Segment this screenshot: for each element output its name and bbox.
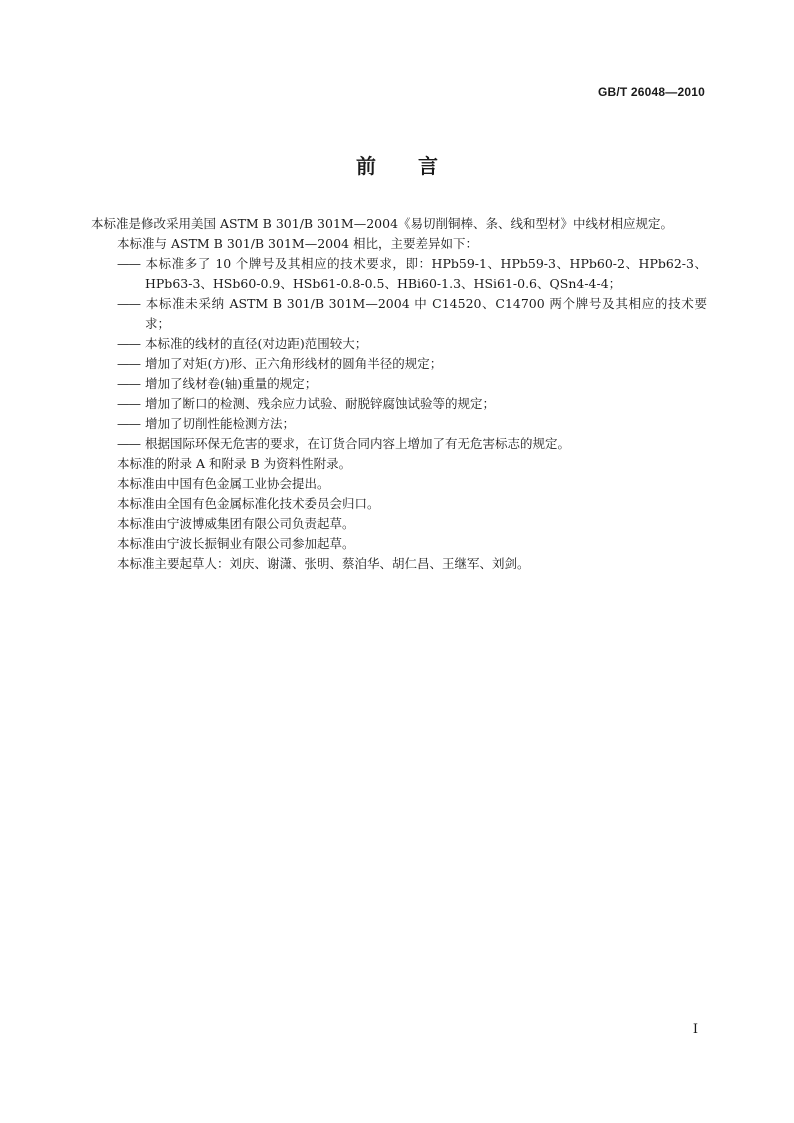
difference-item-machinability bbox=[117, 414, 707, 434]
paragraph-adoption: 本标准是修改采用美国 ASTM B 301/B 301M—2004《易切削铜棒、条、线和型材》中线材相应规定。 bbox=[91, 216, 674, 231]
paragraph-drafted-by: 本标准由宁波博威集团有限公司负责起草。 bbox=[117, 516, 355, 531]
difference-item-tests bbox=[117, 394, 707, 414]
difference-item-diameter bbox=[117, 334, 707, 354]
paragraph-differences-intro: 本标准与 ASTM B 301/B 301M—2004 相比，主要差异如下： bbox=[117, 236, 479, 251]
paragraph-annexes: 本标准的附录 A 和附录 B 为资料性附录。 bbox=[117, 456, 352, 471]
difference-item-hazard-mark bbox=[117, 434, 707, 454]
dash-marker: —— bbox=[117, 336, 140, 351]
difference-item-text: 本标准的线材的直径(对边距)范围较大； bbox=[145, 336, 368, 351]
dash-marker: —— bbox=[117, 296, 140, 311]
dash-marker: —— bbox=[117, 376, 140, 391]
difference-item-text: 增加了断口的检测、残余应力试验、耐脱锌腐蚀试验等的规定； bbox=[145, 396, 496, 411]
dash-marker: —— bbox=[117, 416, 140, 431]
difference-item-text: 增加了切削性能检测方法； bbox=[145, 416, 296, 431]
difference-item-text: 本标准多了 10 个牌号及其相应的技术要求，即：HPb59-1、HPb59-3、HPb60-2、HPb62-3、HPb63-3、HSb60-0.9、HSb61-0.8-0.5、HBi60-1.3、HSi61-0.6、QSn4-4-4； bbox=[145, 256, 707, 291]
difference-item-text: 增加了对矩(方)形、正六角形线材的圆角半径的规定； bbox=[145, 356, 443, 371]
page-number: I bbox=[692, 1022, 698, 1037]
dash-marker: —— bbox=[117, 356, 140, 371]
difference-item-text: 增加了线材卷(轴)重量的规定； bbox=[145, 376, 318, 391]
dash-marker: —— bbox=[117, 256, 140, 271]
preface-body bbox=[91, 214, 707, 574]
dash-marker: —— bbox=[117, 396, 140, 411]
difference-item-text: 根据国际环保无危害的要求，在订货合同内容上增加了有无危害标志的规定。 bbox=[145, 436, 571, 451]
difference-item-coil-weight bbox=[117, 374, 707, 394]
difference-item-not-adopted bbox=[117, 294, 707, 334]
paragraph-drafters: 本标准主要起草人：刘庆、谢潇、张明、蔡洎华、胡仁昌、王继军、刘剑。 bbox=[117, 556, 530, 571]
dash-marker: —— bbox=[117, 436, 140, 451]
standard-code-header: GB/T 26048—2010 bbox=[597, 85, 705, 99]
page-title: 前言 bbox=[356, 154, 480, 178]
paragraph-participated: 本标准由宁波长振铜业有限公司参加起草。 bbox=[117, 536, 355, 551]
difference-item-corner-radius bbox=[117, 354, 707, 374]
paragraph-under-jurisdiction: 本标准由全国有色金属标准化技术委员会归口。 bbox=[117, 496, 380, 511]
difference-item-grades bbox=[117, 254, 707, 294]
paragraph-proposed-by: 本标准由中国有色金属工业协会提出。 bbox=[117, 476, 330, 491]
difference-item-text: 本标准未采纳 ASTM B 301/B 301M—2004 中 C14520、C14700 两个牌号及其相应的技术要求； bbox=[145, 296, 707, 331]
